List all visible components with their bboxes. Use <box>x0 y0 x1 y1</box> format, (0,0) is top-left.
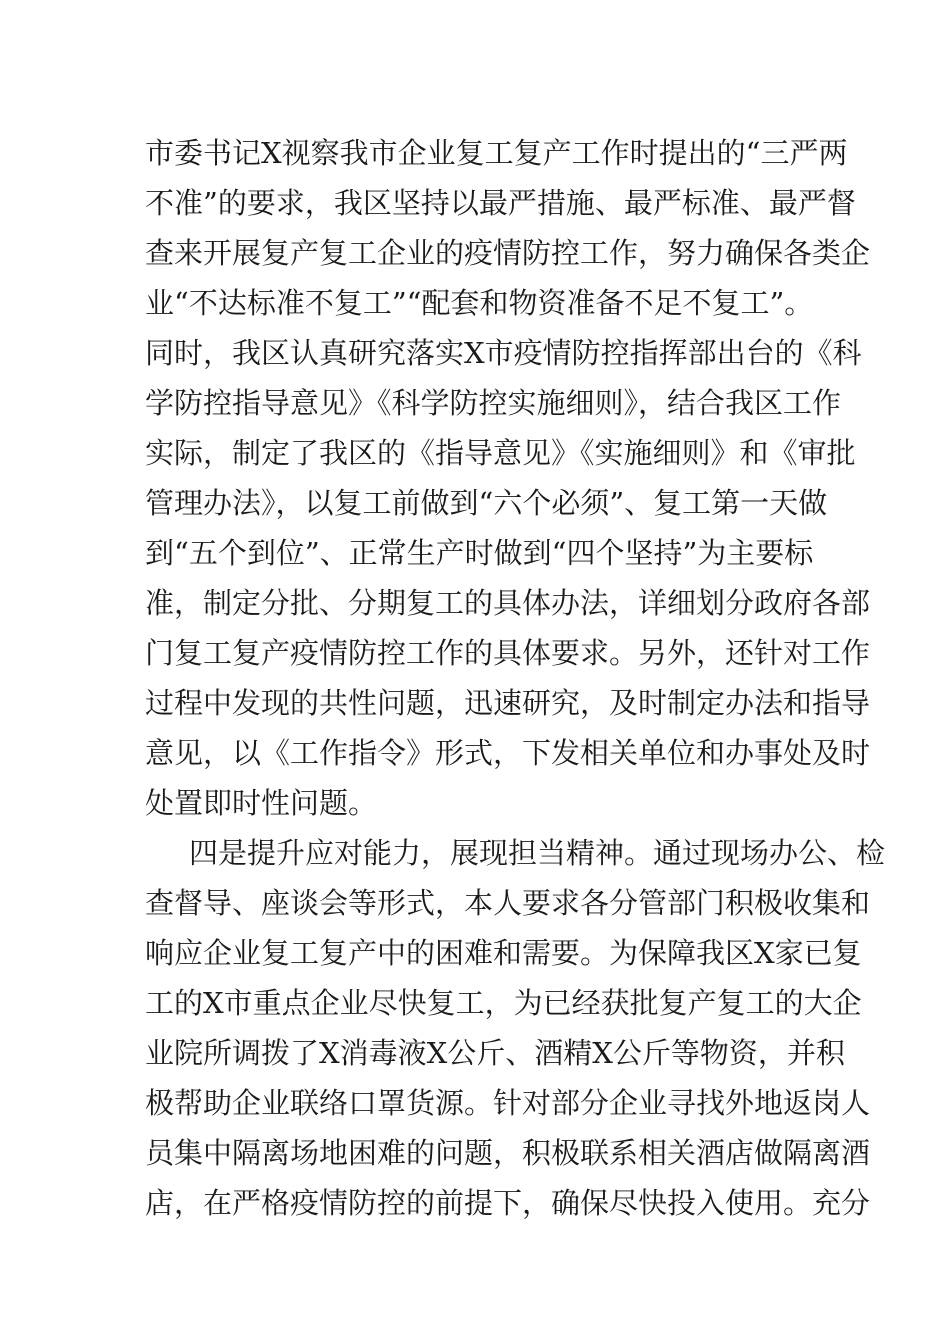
text-line: 市委书记X视察我市企业复工复产工作时提出的“三严两 <box>145 136 848 170</box>
text-line: 学防控指导意见》《科学防控实施细则》，结合我区工作 <box>145 386 842 420</box>
text-line: 工的X市重点企业尽快复工，为已经获批复产复工的大企 <box>145 986 862 1020</box>
text-line: 实际，制定了我区的《指导意见》《实施细则》和《审批 <box>145 436 856 470</box>
text-line: 门复工复产疫情防控工作的具体要求。另外，还针对工作 <box>145 636 871 670</box>
text-line: 响应企业复工复产中的困难和需要。为保障我区X家已复 <box>145 936 862 970</box>
text-line: 业院所调拨了X消毒液X公斤、酒精X公斤等物资，并积 <box>145 1036 845 1070</box>
text-line: 同时，我区认真研究落实X市疫情防控指挥部出台的《科 <box>145 336 862 370</box>
text-line: 不准”的要求，我区坚持以最严措施、最严标准、最严督 <box>145 186 856 220</box>
text-line: 管理办法》，以复工前做到“六个必须”、复工第一天做 <box>145 486 828 520</box>
text-line: 四是提升应对能力，展现担当精神。通过现场办公、检 <box>189 836 886 870</box>
text-line: 过程中发现的共性问题，迅速研究，及时制定办法和指导 <box>145 686 871 720</box>
text-line: 到“五个到位”、正常生产时做到“四个坚持”为主要标 <box>145 536 814 570</box>
text-line: 店，在严格疫情防控的前提下，确保尽快投入使用。充分 <box>145 1186 871 1220</box>
text-line: 极帮助企业联络口罩货源。针对部分企业寻找外地返岗人 <box>145 1086 871 1120</box>
text-line: 准，制定分批、分期复工的具体办法，详细划分政府各部 <box>145 586 871 620</box>
paragraph-continued <box>145 128 871 828</box>
text-line: 查督导、座谈会等形式，本人要求各分管部门积极收集和 <box>145 886 871 920</box>
text-line: 查来开展复产复工企业的疫情防控工作，努力确保各类企 <box>145 236 871 270</box>
text-line: 员集中隔离场地困难的问题，积极联系相关酒店做隔离酒 <box>145 1136 871 1170</box>
text-line: 业“不达标准不复工”“配套和物资准备不足不复工”。 <box>145 286 814 320</box>
paragraph-point-four <box>145 828 886 1228</box>
text-line: 意见，以《工作指令》形式，下发相关单位和办事处及时 <box>145 736 871 770</box>
text-line: 处置即时性问题。 <box>145 786 378 820</box>
